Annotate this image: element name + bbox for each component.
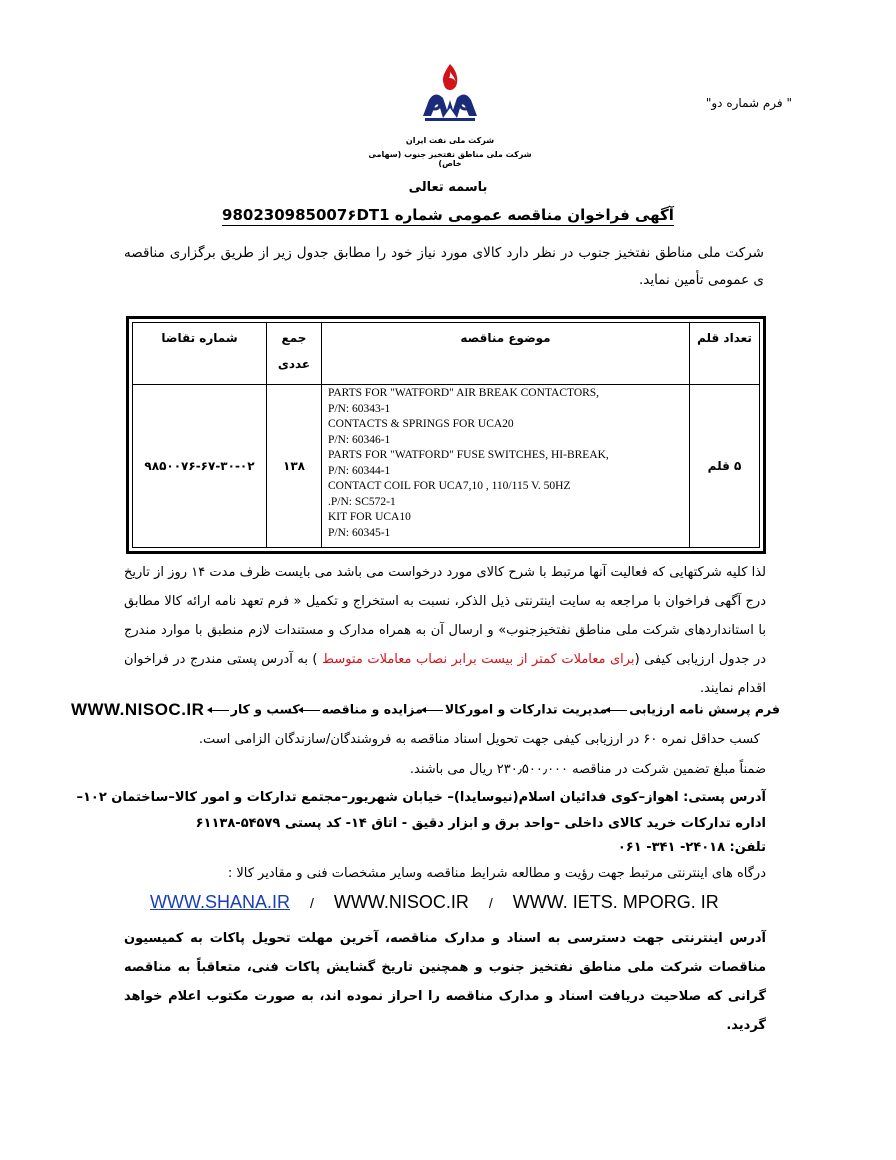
address-line-1: آدرس پستی: اهواز–کوی فدائیان اسلام(نیوسایدا)– خیابان شهریور–مجتمع تدارکات و امور کالا–ساختمان ۱۰۲– xyxy=(76,790,766,805)
subject-line: PARTS FOR "WATFORD" FUSE SWITCHES, HI-BREAK, xyxy=(328,449,609,461)
link-separator: / xyxy=(488,895,493,911)
threshold-note: برای معاملات کمتر از بیست برابر نصاب معاملات متوسط xyxy=(322,652,635,667)
subject-line: P/N: 60343-1 xyxy=(328,402,391,415)
arrow-left-icon xyxy=(302,710,320,711)
link-separator: / xyxy=(310,895,314,911)
guarantee-note: ضمناً مبلغ تضمین شرکت در مناقصه ۲۳۰٫۵۰۰٫۰۰۰ ریال می باشند. xyxy=(409,762,766,777)
iets-link[interactable]: WWW. IETS. MPORG. IR xyxy=(512,892,719,912)
instructions-text-1: لذا کلیه شرکتهایی که فعالیت آنها مرتبط با شرح کالای مورد درخواست می باشد می بایست ظرف مدت ۱۴ روز از تاریخ درج آگهی فراخوان با مراجعه به سایت اینترنتی ذیل الذکر، نسبت به استخراج و تکمیل « فرم تعهد نامه ارائه کالا مطابق با استانداردهای شرکت ملی مناطق نفتخیزجنوب» و ارسال آن به همراه مدارک و مستندات لازم منطبق با موارد مندرج در جدول ارزیابی کیفی ( xyxy=(124,565,766,667)
portals-intro: درگاه های اینترنتی مرتبط جهت رؤیت و مطالعه شرایط مناقصه وسایر مشخصات فنی و مقادیر کالا : xyxy=(227,866,766,881)
min-score-note: کسب حداقل نمره ۶۰ در ارزیابی کیفی جهت تحویل اسناد مناقصه به فروشندگان/سازندگان الزامی است. xyxy=(198,732,760,747)
portal-step-1: فرم پرسش نامه ارزیابی xyxy=(629,701,780,717)
form-number: " فرم شماره دو" xyxy=(705,96,792,110)
arrow-left-icon xyxy=(425,710,443,711)
cell-request-number: ۹۸۵۰۰۷۶-۶۷-۳۰-۰۲ xyxy=(133,385,267,548)
portal-step-2: مدیریت تدارکات و امورکالا xyxy=(444,701,608,717)
tender-headline xyxy=(0,206,896,224)
arrow-left-icon xyxy=(609,710,627,711)
company-name: شرکت ملی نفت ایران xyxy=(405,136,495,145)
portal-step-3: مزایده و مناقصه xyxy=(321,701,423,717)
arrow-left-icon xyxy=(211,710,229,711)
table-row xyxy=(133,385,760,548)
instructions-paragraph xyxy=(124,558,766,703)
subsidiary-name: شرکت ملی مناطق نفتخیز جنوب (سهامی خاص) xyxy=(368,150,532,168)
nisoc-link[interactable]: WWW.NISOC.IR xyxy=(333,892,469,912)
subject-line: PARTS FOR "WATFORD" AIR BREAK CONTACTORS, xyxy=(328,387,600,399)
cell-subject xyxy=(322,385,690,548)
table-header-row xyxy=(133,323,760,385)
cell-total-count: ۱۳۸ xyxy=(267,385,322,548)
header-request-number: شماره تقاضا xyxy=(133,323,267,385)
portal-step-4: کسب و کار xyxy=(230,701,300,717)
address-line-2: اداره تدارکات خرید کالای داخلی –واحد برق و ابزار دقیق - اتاق ۱۴- کد پستی ۵۴۵۷۹-۶۱۱۳۸ xyxy=(195,816,766,831)
subject-line: KIT FOR UCA10 xyxy=(328,511,411,523)
subject-line: P/N: 60346-1 xyxy=(328,433,391,446)
closing-paragraph: آدرس اینترنتی جهت دسترسی به اسناد و مدارک مناقصه، آخرین مهلت تحویل پاکات به کمیسیون مناقصات شرکت ملی مناطق نفتخیز جنوب و همچنین تاریخ گشایش پاکات فنی، متعاقباً به مناقصه گرانی که صلاحیت دریافت اسناد و مدارک مناقصه را احراز نموده اند، به صورت مکتوب اعلام خواهد گردید. xyxy=(124,931,766,1033)
portal-navigation-path xyxy=(70,700,780,720)
nioc-logo-icon xyxy=(415,60,485,130)
cell-items-count: ۵ قلم xyxy=(690,385,760,548)
instructions-text-2: ) به آدرس پستی مندرج در فراخوان اقدام نمایند. xyxy=(124,652,766,696)
header-items-count: تعداد قلم xyxy=(690,323,760,385)
shana-link[interactable]: WWW.SHANA.IR xyxy=(150,892,290,912)
company-logo-block xyxy=(360,60,540,168)
subject-line: CONTACTS & SPRINGS FOR UCA20 xyxy=(328,418,514,430)
subject-line: .P/N: SC572-1 xyxy=(328,495,396,508)
subject-line: CONTACT COIL FOR UCA7,10 , 110/115 V. 50HZ xyxy=(328,480,571,492)
tender-headline-text: آگهی فراخوان مناقصه عمومی شماره 980230985007۶DT1 xyxy=(222,206,674,224)
portal-url-link[interactable]: WWW.NISOC.IR xyxy=(70,700,205,719)
subject-line: P/N: 60345-1 xyxy=(328,526,391,539)
phone-line: تلفن: ۲۴۰۱۸- ۳۴۱- ۰۶۱ xyxy=(617,840,766,855)
header-subject: موضوع مناقصه xyxy=(322,323,690,385)
subject-line: P/N: 60344-1 xyxy=(328,464,391,477)
tender-table-frame xyxy=(126,316,766,554)
intro-paragraph: شرکت ملی مناطق نفتخیز جنوب در نظر دارد کالای مورد نیاز خود را مطابق جدول زیر از طریق برگزاری مناقصه ی عمومی تأمین نماید. xyxy=(124,245,764,288)
portal-links xyxy=(150,892,750,913)
header-total-count: جمع عددی xyxy=(267,323,322,385)
tender-table xyxy=(132,322,760,548)
salutation: باسمه تعالی xyxy=(408,180,488,195)
